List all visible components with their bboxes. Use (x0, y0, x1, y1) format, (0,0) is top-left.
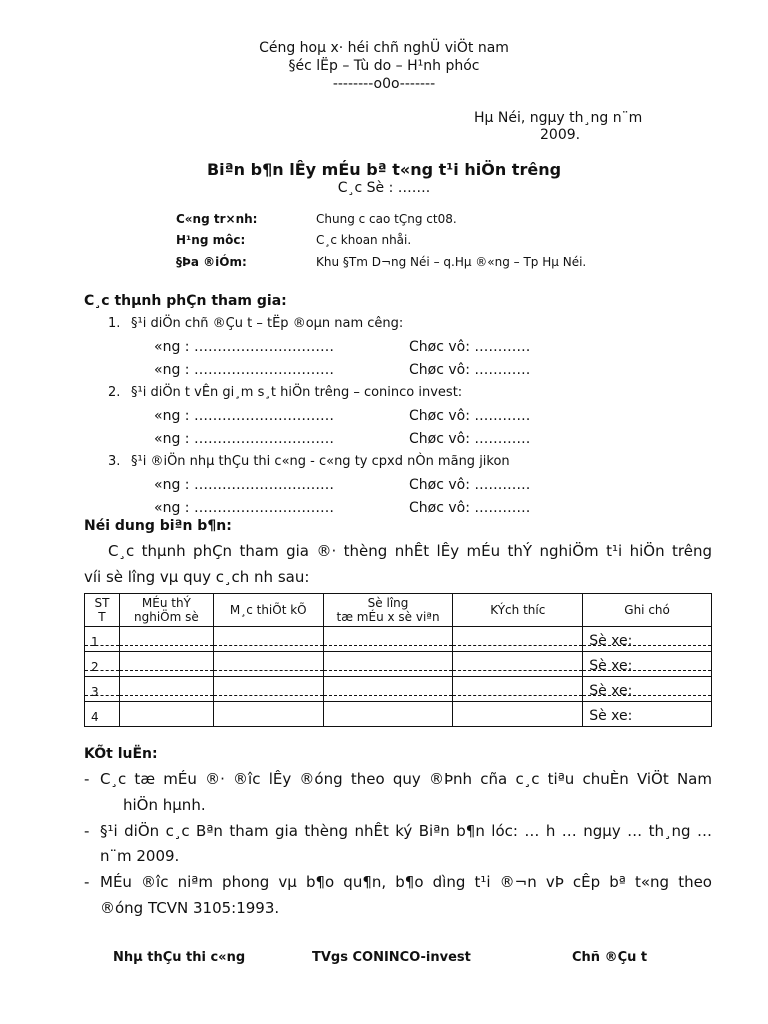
header-separator: --------o0o------- (332, 76, 436, 92)
participant-name: «ng : ………………………… (154, 500, 334, 516)
group-title-3: §¹i ®iÖn nhµ thÇu thi c«ng - c«ng ty cpxd nÒn mãng jikon (131, 454, 510, 469)
category-value: C¸c khoan nhåi. (316, 233, 412, 247)
header-size: KÝch thíc (453, 594, 583, 627)
header-sample-no: MÉu thÝ nghiÖm sè (119, 594, 213, 627)
sample-table (84, 593, 712, 727)
date-year: 2009. (540, 127, 581, 143)
participant-name: «ng : ………………………… (154, 339, 334, 355)
participant-position: Chøc vô: ………… (409, 408, 531, 424)
row-stt: 1 (91, 635, 99, 649)
conclusion-item-cont: n¨m 2009. (100, 847, 180, 865)
bullet-dash: - (84, 770, 90, 788)
conclusion-heading: KÕt luËn: (84, 746, 158, 762)
conclusion-item-cont: hiÖn hµnh. (123, 796, 206, 814)
content-paragraph-cont: víi sè lîng vµ quy c¸ch nh sau: (84, 568, 310, 586)
participant-name: «ng : ………………………… (154, 477, 334, 493)
header-stt: ST T (85, 594, 120, 627)
conclusion-item: MÉu ®îc niªm phong vµ b¶o qu¶n, b¶o dìng t¹i ®¬n vÞ cÊp bª t«ng theo (100, 873, 712, 891)
bullet-dash: - (84, 873, 90, 891)
group-title-2: §¹i diÖn t vÊn gi¸m s¸t hiÖn trêng – coninco invest: (131, 385, 463, 400)
row-note: Sè xe: (589, 633, 633, 649)
participant-position: Chøc vô: ………… (409, 431, 531, 447)
conclusion-item: C¸c tæ mÉu ®· ®îc lÊy ®óng theo quy ®Þnh cña c¸c tiªu chuÈn ViÖt Nam (100, 770, 712, 788)
content-heading: Néi dung biªn b¶n: (84, 518, 232, 534)
header-quantity: Sè lîng tæ mÉu x sè viªn (323, 594, 453, 627)
row-stt: 3 (91, 685, 99, 699)
participant-position: Chøc vô: ………… (409, 339, 531, 355)
row-note: Sè xe: (589, 708, 633, 724)
row-note: Sè xe: (589, 683, 633, 699)
conclusion-item-cont: ®óng TCVN 3105:1993. (100, 899, 280, 917)
date-line: Hµ Néi, ngµy th¸ng n¨m (474, 110, 643, 126)
category-label: H¹ng môc: (176, 233, 246, 247)
table-row (85, 677, 712, 702)
participant-position: Chøc vô: ………… (409, 362, 531, 378)
header-notes: Ghi chó (583, 594, 712, 627)
document-title: Biªn b¶n lÊy mÉu bª t«ng t¹i hiÖn trêng (206, 160, 562, 179)
row-note: Sè xe: (589, 658, 633, 674)
table-row (85, 627, 712, 652)
participant-position: Chøc vô: ………… (409, 500, 531, 516)
table-row (85, 652, 712, 677)
signature-consultant: TVgs CONINCO-invest (312, 950, 471, 965)
location-label: §Þa ®iÓm: (176, 255, 247, 269)
signature-contractor: Nhµ thÇu thi c«ng (113, 950, 246, 965)
row-stt: 4 (91, 710, 99, 724)
national-motto: §éc lËp – Tù do – H¹nh phóc (288, 58, 480, 74)
header-design-grade: M¸c thiÕt kÕ (213, 594, 323, 627)
signature-investor: Chñ ®Çu t (572, 950, 648, 965)
table-row (85, 702, 712, 727)
participant-name: «ng : ………………………… (154, 431, 334, 447)
bullet-dash: - (84, 822, 90, 840)
row-stt: 2 (91, 660, 99, 674)
content-paragraph: C¸c thµnh phÇn tham gia ®· thèng nhÊt lÊy mÉu thÝ nghiÖm t¹i hiÖn trêng (108, 542, 712, 560)
project-label: C«ng tr×nh: (176, 212, 258, 226)
group-number-3: 3. (108, 454, 121, 469)
conclusion-item: §¹i diÖn c¸c Bªn tham gia thèng nhÊt ký Biªn b¶n lóc: … h … ngµy … th¸ng … (100, 822, 712, 840)
group-number-2: 2. (108, 385, 121, 400)
participants-heading: C¸c thµnh phÇn tham gia: (84, 293, 287, 309)
group-number-1: 1. (108, 316, 121, 331)
national-title: Céng hoµ x· héi chñ nghÜ viÖt nam (259, 40, 509, 56)
group-title-1: §¹i diÖn chñ ®Çu t – tËp ®oµn nam cêng: (131, 316, 404, 331)
document-number: C¸c Sè : ……. (337, 180, 431, 196)
location-value: Khu §Tm D¬ng Néi – q.Hµ ®«ng – Tp Hµ Néi. (316, 255, 587, 269)
participant-name: «ng : ………………………… (154, 362, 334, 378)
table-header-row (85, 594, 712, 627)
project-value: Chung c cao tÇng ct08. (316, 212, 457, 226)
participant-position: Chøc vô: ………… (409, 477, 531, 493)
participant-name: «ng : ………………………… (154, 408, 334, 424)
